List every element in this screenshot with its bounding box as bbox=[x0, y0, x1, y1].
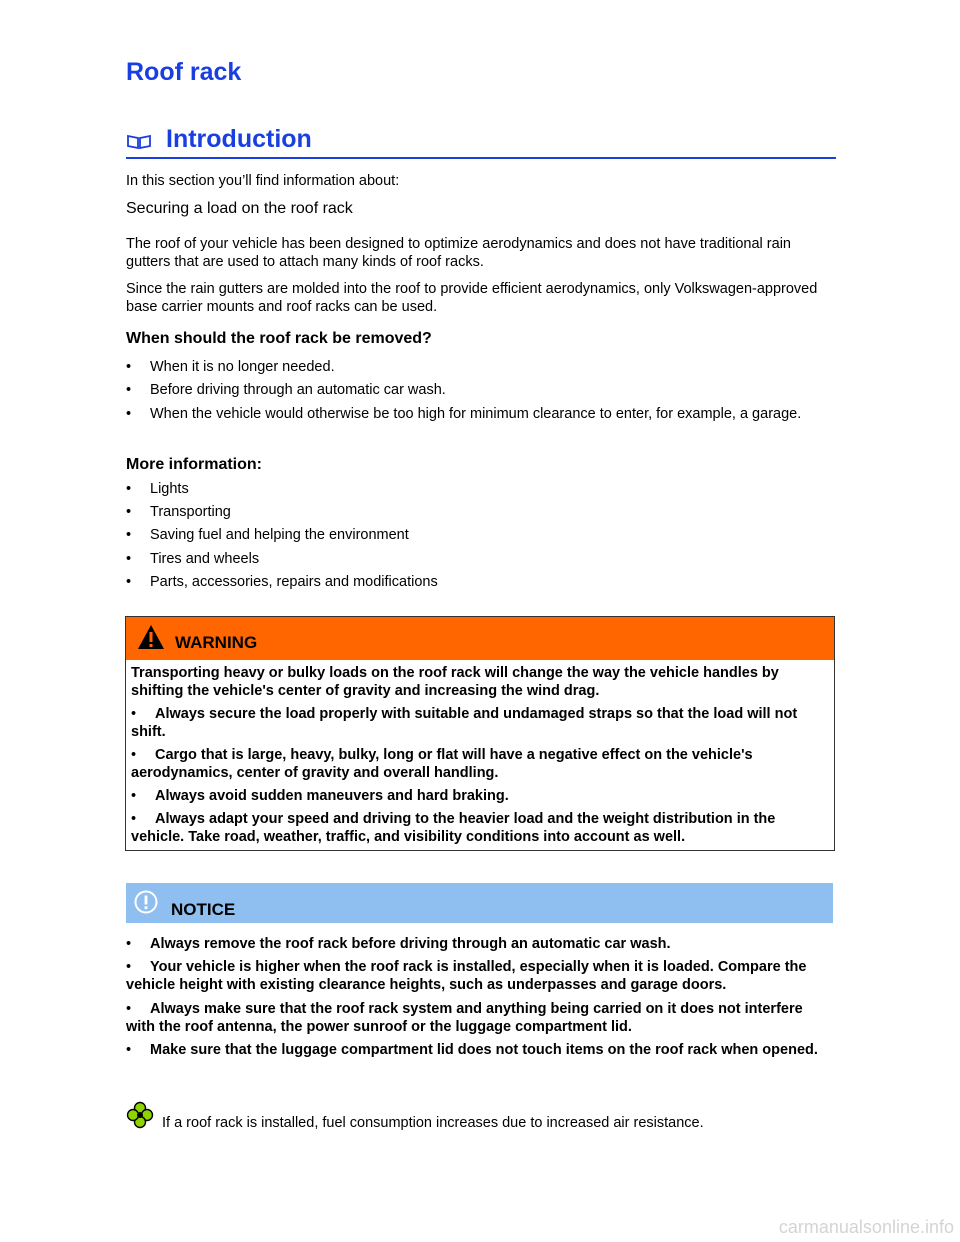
list-item[interactable]: • Lights bbox=[126, 481, 189, 497]
section-title: Introduction bbox=[166, 125, 312, 153]
list-item[interactable]: • Parts, accessories, repairs and modifications bbox=[126, 574, 438, 590]
notice-item: • Always make sure that the roof rack system and anything being carried on it does not interfere with the roof antenna, the power sunroof or the luggage compartment lid. bbox=[126, 1001, 803, 1035]
subheading: When should the roof rack be removed? bbox=[126, 330, 432, 347]
warning-item: • Always avoid sudden maneuvers and hard braking. bbox=[131, 788, 509, 804]
flower-icon bbox=[126, 1101, 154, 1134]
list-item: • When it is no longer needed. bbox=[126, 359, 335, 375]
subheading: More information: bbox=[126, 456, 262, 473]
section-heading bbox=[126, 125, 836, 159]
watermark: carmanualsonline.info bbox=[778, 1217, 954, 1237]
exclamation-circle-icon bbox=[134, 890, 158, 919]
book-icon bbox=[126, 134, 152, 155]
warning-box bbox=[125, 616, 835, 851]
list-item[interactable]: • Saving fuel and helping the environment bbox=[126, 527, 409, 543]
warning-item: • Always secure the load properly with suitable and undamaged straps so that the load will not shift. bbox=[131, 706, 798, 740]
notice-item: • Your vehicle is higher when the roof rack is installed, especially when it is loaded. Compare the vehicle height with existing clearance heights, such as underpasses and garage doors. bbox=[126, 959, 807, 993]
topic-link[interactable]: Securing a load on the roof rack bbox=[126, 200, 353, 217]
paragraph: Since the rain gutters are molded into the roof to provide efficient aerodynamics, only Volkswagen-approved base carrier mounts and roof racks can be used. bbox=[126, 281, 818, 315]
warning-item: • Cargo that is large, heavy, bulky, long or flat will have a negative effect on the vehicle's aerodynamics, center of gravity and overall handling. bbox=[131, 747, 753, 781]
notice-header bbox=[126, 883, 833, 923]
notice-item: • Make sure that the luggage compartment lid does not touch items on the roof rack when opened. bbox=[126, 1042, 818, 1058]
environment-note: If a roof rack is installed, fuel consumption increases due to increased air resistance. bbox=[162, 1115, 704, 1131]
warning-header bbox=[126, 617, 834, 660]
list-item[interactable]: • Tires and wheels bbox=[126, 551, 260, 567]
notice-item: • Always remove the roof rack before driving through an automatic car wash. bbox=[126, 936, 671, 952]
list-item[interactable]: • Transporting bbox=[126, 504, 231, 520]
warning-item: • Always adapt your speed and driving to the heavier load and the weight distribution in the vehicle. Take road, weather, traffic, and visibility conditions into account as well. bbox=[131, 811, 776, 845]
warning-triangle-icon bbox=[137, 624, 165, 655]
intro-line: In this section you’ll find information about: bbox=[126, 173, 400, 189]
page-title: Roof rack bbox=[126, 58, 242, 86]
list-item: • Before driving through an automatic car wash. bbox=[126, 382, 446, 398]
paragraph: The roof of your vehicle has been designed to optimize aerodynamics and does not have traditional rain gutters that are used to attach many kinds of roof racks. bbox=[126, 236, 791, 270]
notice-label: NOTICE bbox=[171, 900, 236, 919]
warning-label: WARNING bbox=[175, 633, 258, 652]
list-item: • When the vehicle would otherwise be too high for minimum clearance to enter, for example, a garage. bbox=[126, 406, 802, 422]
warning-intro: Transporting heavy or bulky loads on the roof rack will change the way the vehicle handles by shifting the vehicle's center of gravity and increasing the wind drag. bbox=[131, 665, 779, 699]
